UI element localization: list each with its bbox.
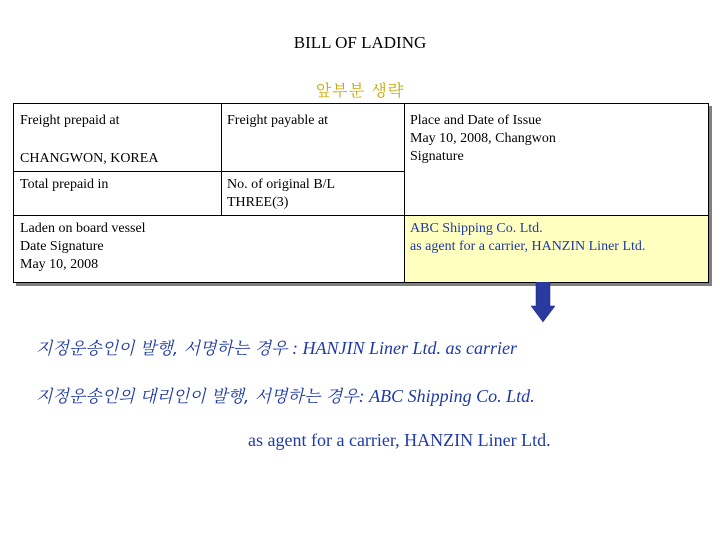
bill-of-lading-form [13,103,709,283]
signature-label: Signature [410,149,464,164]
agent-cell [404,215,708,261]
agent-issue-continuation: as agent for a carrier, HANZIN Liner Ltd. [248,430,551,450]
agent-issue-label: 지정운송인의 대리인이 발행, 서명하는 경우 [36,387,359,407]
original-bl-label: No. of original B/L [227,177,336,192]
total-prepaid-cell [14,171,221,199]
laden-date-signature: Date Signature [20,239,104,254]
omitted-note: 앞부분 생략 [315,81,405,100]
agent-role: as agent for a carrier, HANZIN Liner Ltd. [410,239,646,254]
total-prepaid-label: Total prepaid in [20,177,109,192]
agent-issue-value: : ABC Shipping Co. Ltd. [358,386,535,406]
laden-date: May 10, 2008 [20,257,99,272]
freight-prepaid-value: CHANGWON, KOREA [20,151,159,166]
place-date-label: Place and Date of Issue [410,113,542,128]
carrier-issue-label: 지정운송인이 발행, 서명하는 경우 [36,339,288,359]
freight-payable-label: Freight payable at [227,113,329,128]
agent-issue-note [36,382,535,407]
laden-cell [14,215,404,279]
original-bl-value: THREE(3) [227,195,289,210]
agent-name: ABC Shipping Co. Ltd. [410,221,543,236]
place-date-cell [404,107,708,171]
freight-payable-cell [221,107,404,135]
down-arrow-icon [531,282,555,322]
carrier-issue-note [36,334,517,359]
carrier-issue-value: : HANJIN Liner Ltd. as carrier [287,338,518,358]
freight-prepaid-label: Freight prepaid at [20,113,120,128]
laden-label: Laden on board vessel [20,221,146,236]
place-date-value: May 10, 2008, Changwon [410,131,556,146]
document-title: BILL OF LADING [293,33,427,52]
original-bl-cell [221,171,404,217]
